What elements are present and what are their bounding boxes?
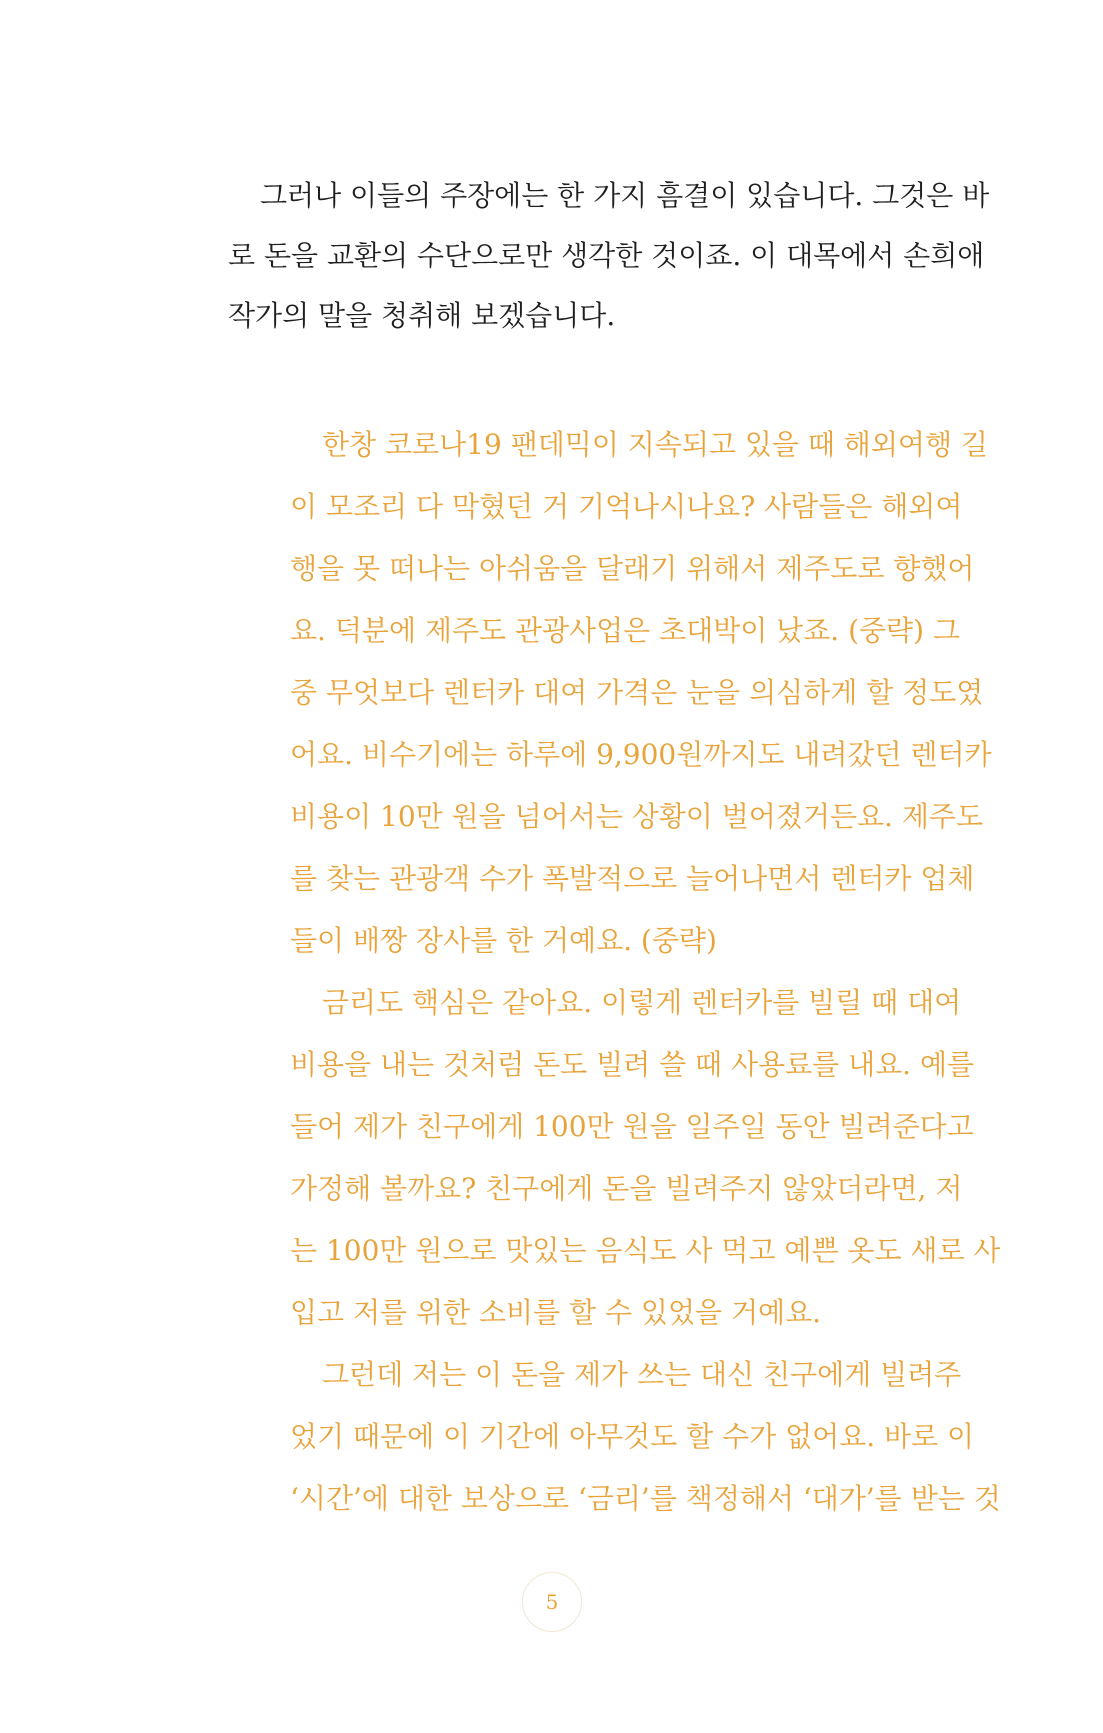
quote-line: 었기 때문에 이 기간에 아무것도 할 수가 없어요. 바로 이 [290,1420,975,1453]
quote-line: 들어 제가 친구에게 100만 원을 일주일 동안 빌려준다고 [290,1110,974,1143]
intro-line: 로 돈을 교환의 수단으로만 생각한 것이죠. 이 대목에서 손희애 [228,239,985,272]
quote-line: 입고 저를 위한 소비를 할 수 있었을 거예요. [290,1296,822,1329]
quote-line: 한창 코로나19 팬데믹이 지속되고 있을 때 해외여행 길 [322,428,988,461]
intro-line: 작가의 말을 청취해 보겠습니다. [228,299,616,332]
intro-paragraph [228,166,990,346]
quote-line: 요. 덕분에 제주도 관광사업은 초대박이 났죠. (중략) 그 [290,614,960,647]
quote-line: 금리도 핵심은 같아요. 이렇게 렌터카를 빌릴 때 대여 [322,986,962,1019]
quoted-passage [290,414,1001,1530]
quote-line: 어요. 비수기에는 하루에 9,900원까지도 내려갔던 렌터카 [290,738,992,771]
quote-line: 중 무엇보다 렌터카 대여 가격은 눈을 의심하게 할 정도였 [290,676,984,709]
quote-line: 를 찾는 관광객 수가 폭발적으로 늘어나면서 렌터카 업체 [290,862,975,895]
quote-line: 들이 배짱 장사를 한 거예요. (중략) [290,924,717,957]
quote-line: 그런데 저는 이 돈을 제가 쓰는 대신 친구에게 빌려주 [322,1358,962,1391]
quote-line: 이 모조리 다 막혔던 거 기억나시나요? 사람들은 해외여 [290,490,963,523]
intro-line: 그러나 이들의 주장에는 한 가지 흠결이 있습니다. 그것은 바 [260,179,990,212]
quote-line: 행을 못 떠나는 아쉬움을 달래기 위해서 제주도로 향했어 [290,552,975,585]
quote-line: 가정해 볼까요? 친구에게 돈을 빌려주지 않았더라면, 저 [290,1172,963,1205]
quote-line: 비용을 내는 것처럼 돈도 빌려 쓸 때 사용료를 내요. 예를 [290,1048,975,1081]
quote-line: 비용이 10만 원을 넘어서는 상황이 벌어졌거든요. 제주도 [290,800,983,833]
quote-line: 는 100만 원으로 맛있는 음식도 사 먹고 예쁜 옷도 새로 사 [290,1234,1001,1267]
page-number: 5 [522,1572,582,1632]
quote-line: ‘시간’에 대한 보상으로 ‘금리’를 책정해서 ‘대가’를 받는 것 [290,1482,1001,1515]
